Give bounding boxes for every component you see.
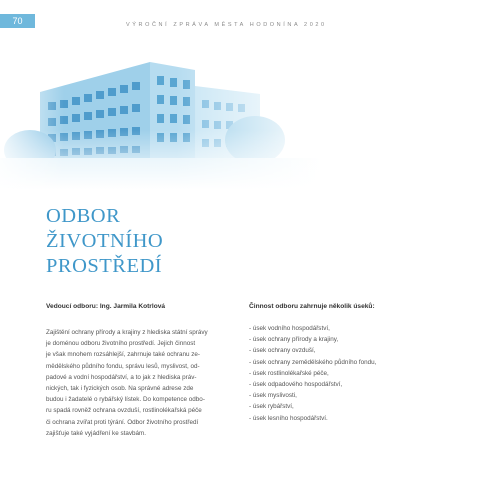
text-line: padové a vodní hospodářství, a to jak z hlediska práv-	[46, 373, 197, 381]
text-line: mědělského půdního fondu, správu lesů, myslivost, od-	[46, 362, 200, 370]
title-line: ODBOR	[46, 205, 121, 227]
list-item: - úsek ochrany zemědělského půdního fondu,	[249, 358, 377, 366]
text-line: budou i žadatelé o rybářský lístek. Do kompetence odbo-	[46, 396, 205, 404]
text-line: Zajištění ochrany přírody a krajiny z hlediska státní správy	[46, 329, 208, 336]
text-line: zajišťuje také vyjádření ke stavbám.	[46, 429, 147, 437]
list-item: - úsek rybářství,	[249, 403, 294, 411]
title-line: PROSTŘEDÍ	[46, 255, 163, 277]
left-column	[46, 303, 231, 439]
list-item: - úsek odpadového hospodářství,	[249, 381, 343, 389]
list-item: - úsek myslivosti,	[249, 392, 297, 400]
text-line: nických, tak i fyzických osob. Na správné adrese zde	[46, 385, 194, 393]
running-header: VÝROČNÍ ZPRÁVA MĚSTA HODONÍNA 2020	[126, 22, 327, 28]
right-column	[249, 303, 449, 424]
text-line: je však mnohem rozsáhlejší, zahrnuje také ochranu ze-	[46, 351, 201, 359]
list-item: - úsek vodního hospodářství,	[249, 325, 330, 332]
activities-list	[249, 323, 449, 424]
section-title	[46, 204, 163, 279]
text-line: je doménou odboru životního prostředí. Jejich činnost	[46, 340, 196, 348]
department-description	[46, 327, 231, 439]
text-line: ru spadá rovněž ochrana ovzduší, rostlinolékařská péče	[46, 407, 202, 415]
department-head: Vedoucí odboru: Ing. Jarmila Kotrlová	[46, 303, 166, 310]
list-item: - úsek ochrany ovzduší,	[249, 347, 316, 355]
text-line: či ochrana zvířat proti týrání. Odbor životního prostředí	[46, 418, 199, 426]
list-item: - úsek rostlinolékařské péče,	[249, 369, 329, 377]
building-photo	[0, 40, 320, 190]
page-number-badge: 70	[0, 14, 35, 28]
building-illustration	[0, 40, 320, 190]
list-item: - úsek lesního hospodářství.	[249, 414, 328, 422]
activities-heading: Činnost odboru zahrnuje několik úseků:	[249, 303, 375, 310]
list-item: - úsek ochrany přírody a krajiny,	[249, 336, 339, 344]
title-line: ŽIVOTNÍHO	[46, 230, 164, 252]
